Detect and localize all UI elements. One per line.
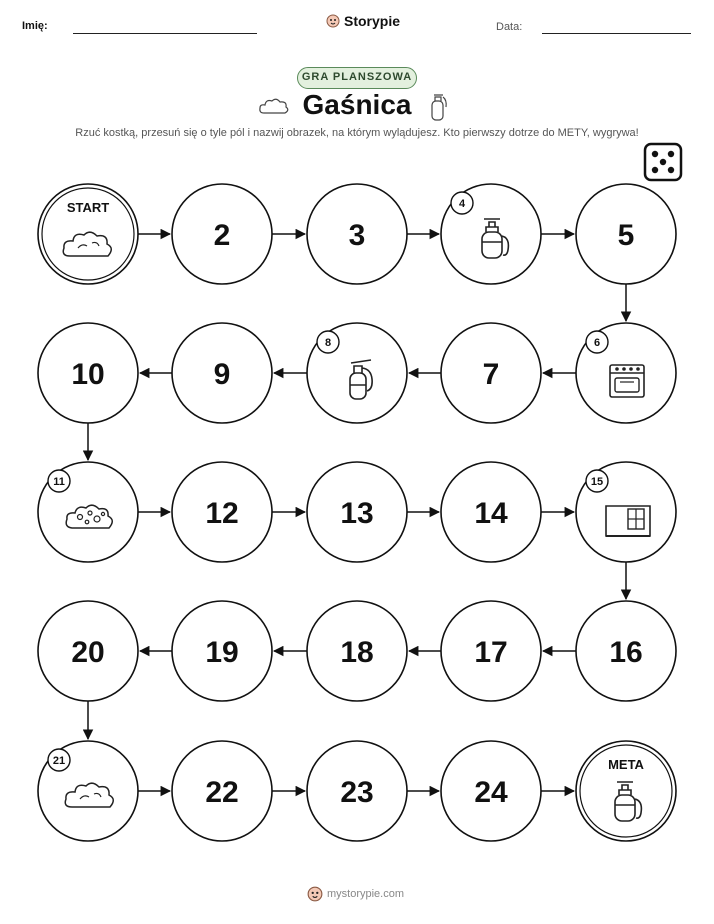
name-label: Imię: [22, 20, 48, 32]
board-cell-16[interactable] [576, 601, 676, 701]
board-cell-7[interactable] [441, 323, 541, 423]
footer-url[interactable]: mystorypie.com [327, 888, 405, 900]
date-label: Data: [496, 21, 523, 33]
board-cell-12[interactable] [172, 462, 272, 562]
cell-number: 7 [482, 358, 500, 391]
cell-number: 16 [609, 636, 643, 669]
board-cell-18[interactable] [307, 601, 407, 701]
board-cell-21[interactable] [38, 741, 138, 841]
board-cell-3[interactable] [307, 184, 407, 284]
board-cell-11[interactable] [38, 462, 138, 562]
footer [307, 886, 404, 902]
board-cell-start[interactable] [38, 184, 138, 284]
board-cell-20[interactable] [38, 601, 138, 701]
board-cell-14[interactable] [441, 462, 541, 562]
cell-number: 11 [53, 476, 65, 488]
board-cell-15[interactable] [576, 462, 676, 562]
category-badge: GRA PLANSZOWA [297, 67, 417, 89]
cell-label: START [66, 200, 110, 215]
cell-number: 5 [617, 219, 635, 252]
board-cell-6[interactable] [576, 323, 676, 423]
board-cell-2[interactable] [172, 184, 272, 284]
cell-circle [576, 741, 676, 841]
cell-number: 6 [593, 337, 601, 349]
board-cell-finish[interactable] [576, 741, 676, 841]
cell-number: 2 [213, 219, 231, 252]
cell-number: 12 [205, 497, 239, 530]
cell-number: 17 [474, 636, 508, 669]
brand-name: Storypie [344, 13, 401, 29]
cell-number: 19 [205, 636, 239, 669]
board-cell-24[interactable] [441, 741, 541, 841]
page-title: Gaśnica [302, 89, 412, 120]
board-cell-8[interactable] [307, 323, 407, 423]
cell-number: 8 [324, 337, 332, 349]
cell-number: 18 [340, 636, 374, 669]
board-cell-5[interactable] [576, 184, 676, 284]
board-cell-17[interactable] [441, 601, 541, 701]
board-cell-4[interactable] [441, 184, 541, 284]
cell-number: 22 [205, 776, 239, 809]
board-cell-13[interactable] [307, 462, 407, 562]
cell-circle [38, 184, 138, 284]
board-cell-9[interactable] [172, 323, 272, 423]
cell-number: 10 [71, 358, 105, 391]
board-cell-22[interactable] [172, 741, 272, 841]
cell-number: 9 [213, 358, 231, 391]
cell-number: 13 [340, 497, 374, 530]
board-cell-23[interactable] [307, 741, 407, 841]
cell-number: 21 [52, 755, 66, 767]
cell-number: 3 [348, 219, 366, 252]
cell-number: 23 [340, 776, 374, 809]
cell-number: 15 [590, 476, 604, 488]
cell-number: 20 [71, 636, 105, 669]
cell-number: 4 [458, 198, 466, 210]
cell-number: 14 [474, 497, 508, 530]
board-cell-19[interactable] [172, 601, 272, 701]
cell-number: 24 [474, 776, 508, 809]
mascot-icon [307, 886, 323, 902]
instructions: Rzuć kostką, przesuń się o tyle pól i nazwij obrazek, na którym wylądujesz. Kto pierwszy dotrze do METY, wygrywa! [75, 127, 639, 139]
board-cell-10[interactable] [38, 323, 138, 423]
cell-label: META [608, 757, 644, 772]
